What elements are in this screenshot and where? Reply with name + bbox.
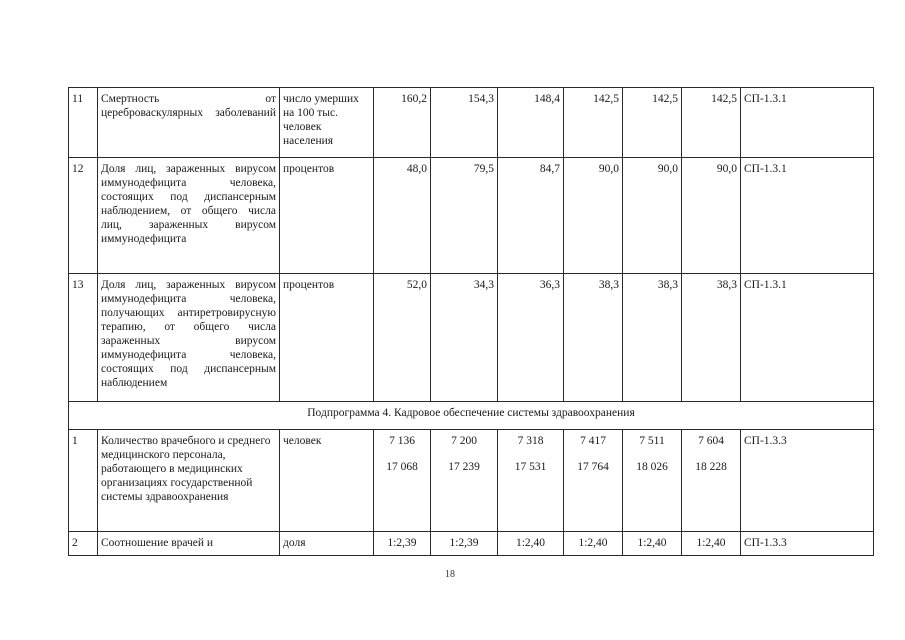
row-number: 11 [69, 88, 98, 158]
value-cell: 38,3 [682, 274, 741, 402]
unit-cell: процентов [280, 158, 374, 274]
table-row [69, 158, 874, 274]
program-code: СП-1.3.3 [741, 532, 874, 556]
value-cell: 154,3 [431, 88, 498, 158]
unit-cell: процентов [280, 274, 374, 402]
value-cell [623, 430, 682, 532]
value-cell: 84,7 [498, 158, 564, 274]
value-cell: 1:2,40 [564, 532, 623, 556]
value-doctors: 7 604 [698, 435, 724, 447]
program-code: СП-1.3.1 [741, 158, 874, 274]
value-cell: 1:2,40 [623, 532, 682, 556]
value-nurses: 18 228 [695, 461, 727, 473]
value-doctors: 7 417 [580, 435, 606, 447]
value-cell: 36,3 [498, 274, 564, 402]
unit-cell: доля [280, 532, 374, 556]
value-cell: 1:2,40 [498, 532, 564, 556]
row-number: 1 [69, 430, 98, 532]
unit-cell: человек [280, 430, 374, 532]
row-number: 13 [69, 274, 98, 402]
value-cell: 142,5 [623, 88, 682, 158]
value-cell: 142,5 [564, 88, 623, 158]
value-cell: 52,0 [374, 274, 431, 402]
value-nurses: 17 531 [514, 461, 547, 473]
indicator-name: Доля лиц, зараженных вирусом иммунодефицита человека, состоящих под диспансерным наблюдением, от общего числа лиц, зараженных вирусом иммунодефицита [98, 158, 280, 274]
value-nurses: 17 764 [577, 461, 609, 473]
table-row [69, 88, 874, 158]
indicator-name: Смертность от цереброваскулярных заболеваний [98, 88, 280, 158]
value-cell: 1:2,40 [682, 532, 741, 556]
program-code: СП-1.3.1 [741, 88, 874, 158]
value-cell [682, 430, 741, 532]
value-doctors: 7 318 [517, 435, 544, 447]
value-nurses: 18 026 [636, 461, 668, 473]
value-cell: 34,3 [431, 274, 498, 402]
indicator-name: Количество врачебного и среднего медицинского персонала, работающего в медицинских организациях государственной системы здравоохранения [98, 430, 280, 532]
table-row [69, 430, 874, 532]
value-cell: 38,3 [564, 274, 623, 402]
section-title: Подпрограмма 4. Кадровое обеспечение системы здравоохранения [69, 402, 874, 430]
row-number: 12 [69, 158, 98, 274]
indicator-name: Соотношение врачей и [98, 532, 280, 556]
value-cell [498, 430, 564, 532]
value-cell [374, 430, 431, 532]
value-doctors: 7 136 [389, 435, 415, 447]
indicator-name: Доля лиц, зараженных вирусом иммунодефицита человека, получающих антиретровирусную терапию, от общего числа зараженных вирусом иммунодефицита человека, состоящих под диспансерным наблюдением [98, 274, 280, 402]
value-cell: 90,0 [564, 158, 623, 274]
value-cell: 90,0 [682, 158, 741, 274]
value-cell: 79,5 [431, 158, 498, 274]
row-number: 2 [69, 532, 98, 556]
unit-cell: число умерших на 100 тыс. человек населения [280, 88, 374, 158]
value-cell [431, 430, 498, 532]
page-number: 18 [445, 569, 455, 580]
program-code: СП-1.3.3 [741, 430, 874, 532]
value-nurses: 17 239 [448, 461, 480, 473]
value-cell: 1:2,39 [374, 532, 431, 556]
value-doctors: 7 511 [639, 435, 665, 447]
value-cell [564, 430, 623, 532]
value-doctors: 7 200 [451, 435, 477, 447]
value-cell: 142,5 [682, 88, 741, 158]
program-code: СП-1.3.1 [741, 274, 874, 402]
value-nurses: 17 068 [386, 461, 418, 473]
value-cell: 48,0 [374, 158, 431, 274]
value-cell: 148,4 [498, 88, 564, 158]
value-cell: 90,0 [623, 158, 682, 274]
table-row [69, 532, 874, 556]
value-cell: 1:2,39 [431, 532, 498, 556]
value-cell: 160,2 [374, 88, 431, 158]
indicators-table [68, 87, 874, 556]
table-row [69, 274, 874, 402]
value-cell: 38,3 [623, 274, 682, 402]
section-row [69, 402, 874, 430]
